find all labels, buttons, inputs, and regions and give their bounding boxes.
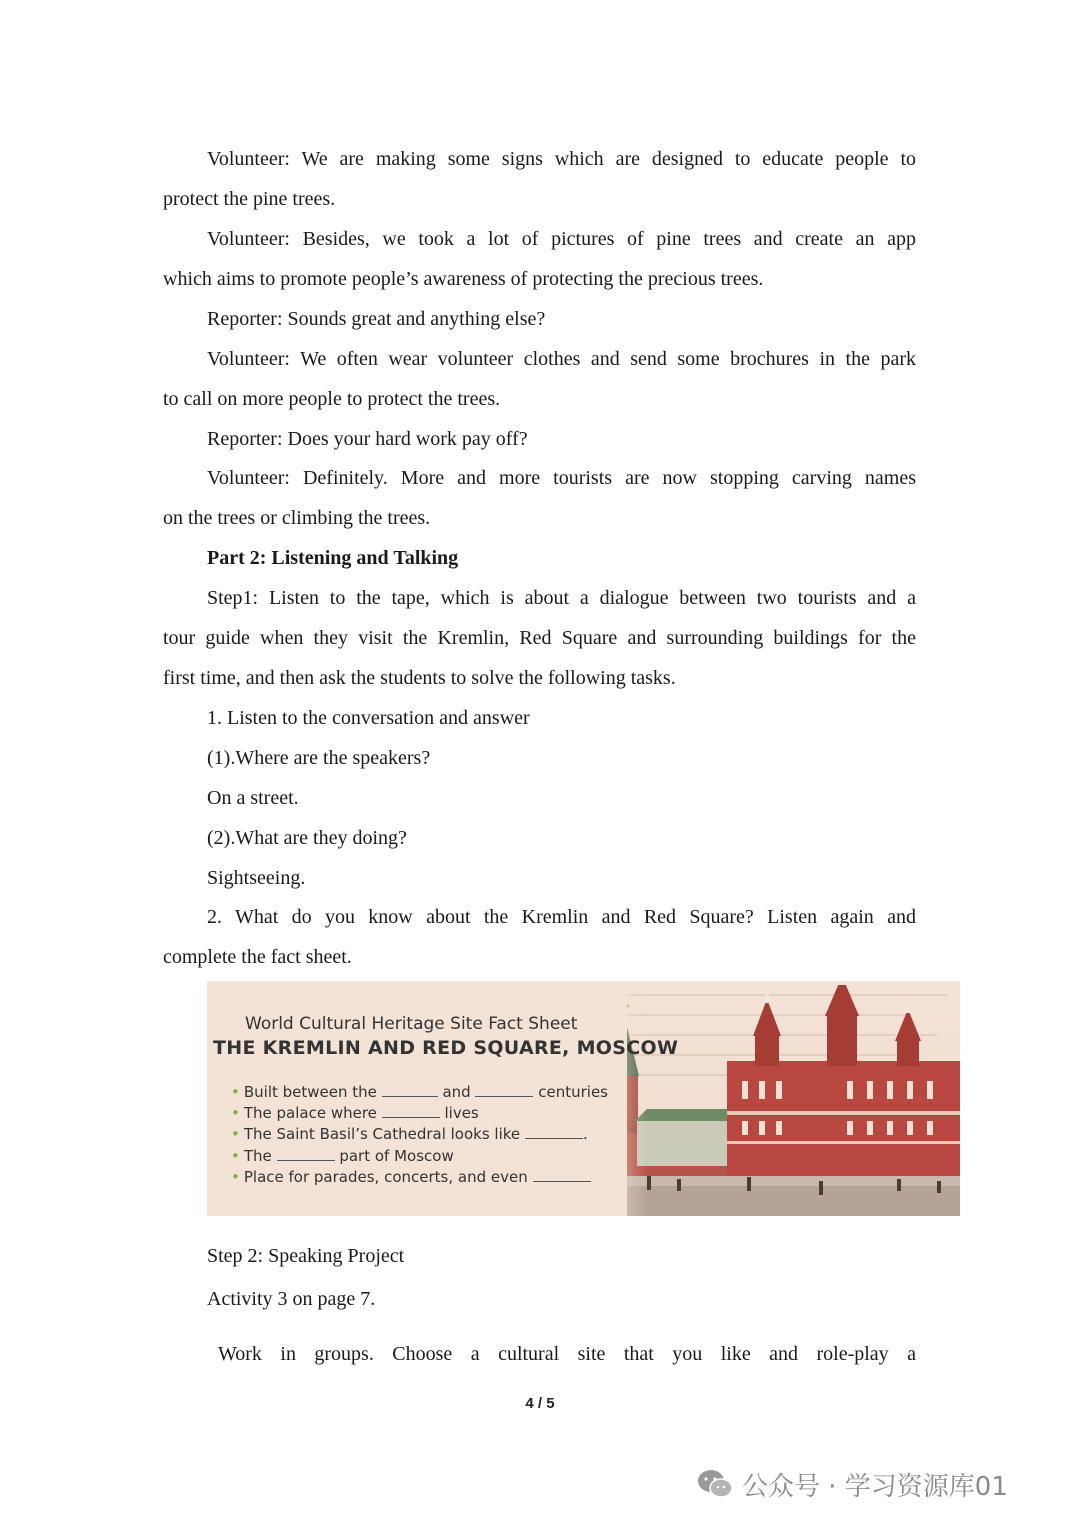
- bullet-icon: •: [231, 1104, 240, 1122]
- paragraph-line: which aims to promote people’s awareness of protecting the precious trees.: [163, 268, 764, 290]
- question: (2).What are they doing?: [207, 827, 407, 849]
- paragraph-line: Reporter: Sounds great and anything else?: [207, 308, 546, 330]
- paragraph-line: Volunteer: Besides, we took a lot of pictures of pine trees and create an app: [207, 228, 916, 250]
- blank-line: [475, 1082, 533, 1097]
- blank-line: [533, 1167, 591, 1182]
- page-number: 4 / 5: [525, 1395, 555, 1412]
- paragraph-line: Step1: Listen to the tape, which is about a dialogue between two tourists and a: [207, 587, 916, 609]
- task-heading: 1. Listen to the conversation and answer: [207, 707, 530, 729]
- fact-sheet-figure: [207, 981, 960, 1216]
- answer: On a street.: [207, 787, 299, 809]
- bullet-icon: •: [231, 1083, 240, 1101]
- paragraph-line: Volunteer: Definitely. More and more tourists are now stopping carving names: [207, 467, 916, 489]
- blank-line: [382, 1082, 438, 1097]
- paragraph-line: to call on more people to protect the trees.: [163, 388, 501, 410]
- bullet-icon: •: [231, 1147, 240, 1165]
- bullet-icon: •: [231, 1125, 240, 1143]
- paragraph-line: protect the pine trees.: [163, 188, 336, 210]
- watermark-text: 公众号 · 学习资源库01: [742, 1471, 1008, 1502]
- fact-sheet-title: World Cultural Heritage Site Fact Sheet: [245, 1014, 578, 1034]
- blank-line: [525, 1124, 583, 1139]
- step-heading: Step 2: Speaking Project: [207, 1245, 405, 1267]
- activity-line: Activity 3 on page 7.: [207, 1288, 376, 1310]
- paragraph-line: tour guide when they visit the Kremlin, Red Square and surrounding buildings for the: [163, 627, 916, 649]
- paragraph-line: Volunteer: We often wear volunteer clothes and send some brochures in the park: [207, 348, 916, 370]
- fact-sheet-subtitle: THE KREMLIN AND RED SQUARE, MOSCOW: [213, 1037, 679, 1059]
- answer: Sightseeing.: [207, 867, 306, 889]
- fact-sheet-item: • The palace where lives: [231, 1104, 479, 1122]
- blank-line: [277, 1146, 335, 1161]
- paragraph-line: Work in groups. Choose a cultural site that you like and role-play a: [218, 1343, 916, 1365]
- blank-line: [382, 1103, 440, 1118]
- fact-sheet-item: • The part of Moscow: [231, 1147, 454, 1165]
- watermark: [696, 1466, 1008, 1502]
- question: (1).Where are the speakers?: [207, 747, 431, 769]
- paragraph-line: 2. What do you know about the Kremlin and Red Square? Listen again and: [207, 906, 916, 928]
- paragraph-line: Volunteer: We are making some signs which are designed to educate people to: [207, 148, 916, 170]
- bullet-icon: •: [231, 1168, 240, 1186]
- paragraph-line: first time, and then ask the students to solve the following tasks.: [163, 667, 676, 689]
- section-heading: Part 2: Listening and Talking: [207, 547, 459, 569]
- wechat-icon: [696, 1468, 734, 1500]
- paragraph-line: on the trees or climbing the trees.: [163, 507, 431, 529]
- fact-sheet-item: • The Saint Basil’s Cathedral looks like .: [231, 1125, 588, 1143]
- fact-sheet-item: • Place for parades, concerts, and even: [231, 1167, 591, 1186]
- paragraph-line: Reporter: Does your hard work pay off?: [207, 428, 528, 450]
- fact-sheet-item: • Built between the and centuries: [231, 1083, 608, 1101]
- paragraph-line: complete the fact sheet.: [163, 946, 352, 968]
